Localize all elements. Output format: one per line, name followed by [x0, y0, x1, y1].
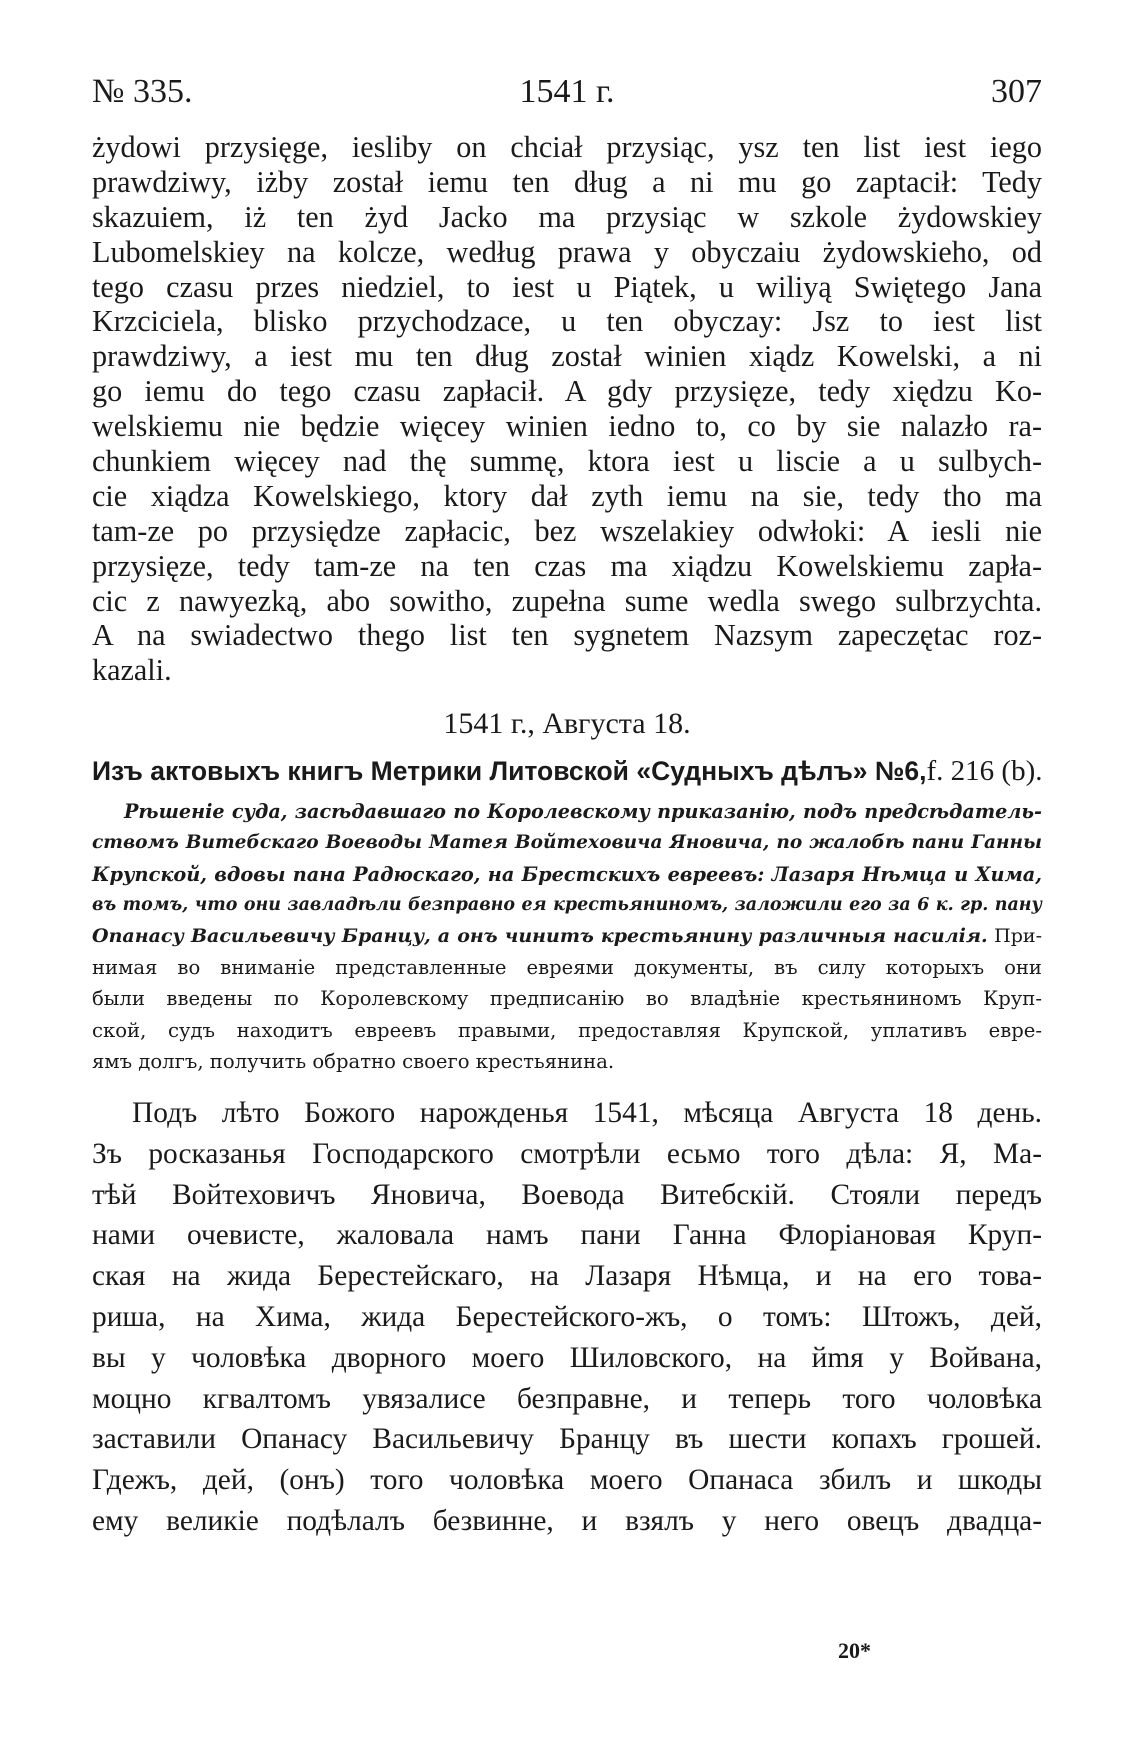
summary-line: Рѣшеніе суда, засѣдавшаго по Королевскому приказанію, подъ предсѣдатель- [124, 800, 1042, 824]
polish-text-block [92, 130, 1042, 688]
main-line: нами очевисте, жаловала намъ пани Ганна Флоріановая Круп- [92, 1219, 1042, 1252]
main-line: Подъ лѣто Божого нарожденья 1541, мѣсяца Августа 18 день. [132, 1096, 1042, 1129]
main-line: ская на жида Берестейскаго, на Лазаря Нѣмца, и на его това- [92, 1260, 1042, 1293]
polish-line: go iemu do tego czasu zapłacił. A gdy przysięze, tedy xiędzu Ko- [92, 374, 1042, 409]
summary-line: въ томъ, что они завладѣли безправно ея крестьяниномъ, заложили его за 6 к. гр. пану [92, 894, 1042, 915]
polish-line: chunkiem więcey nad thę summę, ktora iest u liscie a u sulbych- [92, 444, 1042, 479]
summary-block [92, 796, 1042, 1077]
summary-line-italic: Опанасу Васильевичу Бранцу, а онъ чинитъ крестьянину различныя насилія. [92, 925, 988, 947]
document-date: 1541 г., Августа 18. [443, 707, 691, 741]
summary-line: ямъ долгъ, получить обратно своего крестьянина. [92, 1049, 615, 1073]
main-line: Гдежъ, дей, (онъ) того чоловѣка моего Опанаса збилъ и шкоды [92, 1464, 1042, 1497]
document-source [92, 754, 1042, 788]
polish-line: Krzciciela, blisko przychodzace, u ten obyczay: Jsz to iest list [92, 304, 1042, 339]
main-line: ему великіе подѣлалъ безвинне, и взялъ у него овецъ двадца- [92, 1504, 1042, 1537]
source-bold: Изъ актовыхъ книгъ Метрики Литовской «Судныхъ дѣлъ» №6, [92, 756, 927, 787]
polish-line: przysięze, tedy tam-ze na ten czas ma xiądzu Kowelskiemu zapła- [92, 548, 1042, 583]
polish-line: A na swiadectwo thego list ten sygnetem Nazsym zapeczętac roz- [92, 618, 1042, 653]
book-page [92, 72, 1042, 1542]
summary-line: Крупской, вдовы пана Радюскаго, на Брестскихъ евреевъ: Лазаря Нѣмца и Хима, [92, 862, 1042, 886]
polish-line: cie xiądza Kowelskiego, ktory dał zyth iemu na sie, tedy tho ma [92, 478, 1042, 513]
source-folio: f. 216 (b). [926, 755, 1043, 788]
polish-line: skazuiem, iż ten żyd Jacko ma przysiąc w szkole żydowskiey [92, 199, 1042, 234]
summary-line: нимая во вниманіе представленные евреями документы, въ силу которыхъ они [92, 956, 1042, 980]
document-number: № 335. [92, 73, 193, 110]
main-line: моцно кгвалтомъ увязалисе безправне, и теперь того чоловѣка [92, 1382, 1042, 1415]
header-year: 1541 г. [519, 73, 615, 110]
polish-line: prawdziwy, a iest mu ten dług został winien xiądz Kowelski, a ni [92, 339, 1042, 374]
summary-line: были введены по Королевскому предписанію во владѣніе крестьяниномъ Круп- [92, 987, 1042, 1011]
polish-line: tego czasu przes niedziel, to iest u Piątek, u wiliyą Swiętego Jana [92, 269, 1042, 304]
polish-line: żydowi przysięge, iesliby on chciał przysiąc, ysz ten list iest iego [92, 130, 1042, 164]
main-text-block [92, 1093, 1042, 1542]
main-line: заставили Опанасу Васильевичу Бранцу въ шести копахъ грошей. [92, 1423, 1042, 1456]
main-line: тѣй Войтеховичъ Яновича, Воевода Витебскій. Стояли передъ [92, 1178, 1042, 1211]
polish-line: welskiemu nie będzie więcey winien iedno to, co by sie nalazło ra- [92, 409, 1042, 444]
polish-line: kazali. [92, 653, 172, 688]
main-line: риша, на Хима, жида Берестейского-жъ, о томъ: Штожъ, дей, [92, 1300, 1042, 1333]
summary-line: ствомъ Витебскаго Воеводы Матея Войтеховича Яновича, по жалобѣ пани Ганны [92, 832, 1042, 854]
polish-line: tam-ze po przysiędze zapłacic, bez wszelakiey odwłoki: A iesli nie [92, 513, 1042, 548]
page-number: 307 [991, 73, 1042, 110]
summary-line [92, 921, 1042, 952]
summary-line: ской, судъ находитъ евреевъ правыми, предоставляя Крупской, уплативъ евре- [92, 1018, 1042, 1042]
polish-line: Lubomelskiey na kolcze, według prawa y obyczaiu żydowskieho, od [92, 234, 1042, 269]
polish-line: cic z nawyezką, abo sowitho, zupełna sume wedla swego sulbrzychta. [92, 583, 1042, 618]
summary-line-plain: При- [994, 925, 1042, 947]
running-head [92, 72, 1042, 112]
main-line: вы у чоловѣка дворного моего Шиловского, на йmя у Войвана, [92, 1341, 1042, 1374]
signature-mark: 20* [838, 1638, 871, 1663]
main-line: Зъ росказанья Господарского смотрѣли есьмо того дѣла: Я, Ма- [92, 1137, 1042, 1170]
polish-line: prawdziwy, iżby został iemu ten dług a ni mu go zaptacił: Tedy [92, 164, 1042, 199]
